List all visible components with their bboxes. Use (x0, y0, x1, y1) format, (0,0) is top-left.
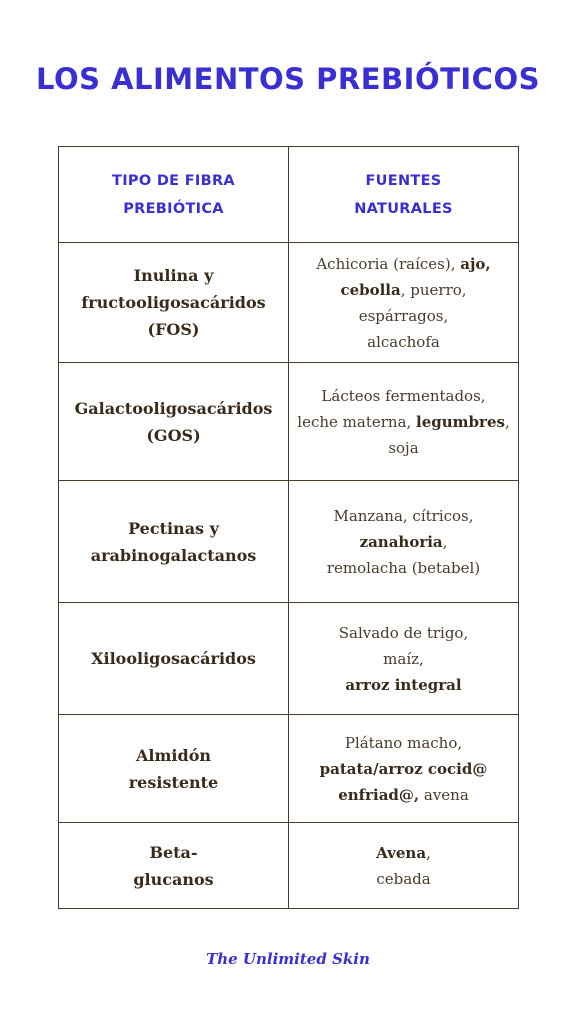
table-row (59, 823, 519, 909)
page-title: LOS ALIMENTOS PREBIÓTICOS (36, 62, 540, 96)
highlighted-food: legumbres (416, 412, 505, 431)
fiber-type-cell (59, 481, 289, 603)
food-text: Plátano macho, (344, 733, 463, 752)
highlighted-food: Avena (376, 843, 427, 862)
table-header-row (59, 147, 519, 243)
food-text: soja (388, 438, 419, 457)
fiber-type-line: Beta- (149, 842, 198, 862)
brand-footer: The Unlimited Skin (206, 950, 370, 968)
food-text: , (504, 412, 510, 431)
fiber-type-line: (GOS) (146, 425, 201, 445)
food-text: remolacha (betabel) (326, 558, 481, 577)
fiber-type-line: fructooligosacáridos (81, 293, 266, 312)
table-row (59, 715, 519, 823)
fiber-type-line: Xilooligosacáridos (91, 649, 256, 668)
fiber-type-line: arabinogalactanos (90, 545, 257, 565)
highlighted-food: enfriad@, (338, 785, 420, 804)
fiber-type-line: Almidón (136, 745, 211, 765)
natural-sources-cell (289, 823, 519, 909)
fiber-type-line: Galactooligosacáridos (74, 398, 273, 418)
fiber-type-line: Inulina y (133, 266, 214, 285)
natural-sources-cell (289, 243, 519, 363)
highlighted-food: cebolla (340, 280, 401, 299)
natural-sources-cell (289, 603, 519, 715)
table-row (59, 363, 519, 481)
table-body (59, 243, 519, 909)
food-text: cebada (376, 869, 431, 888)
fiber-type-cell (59, 363, 289, 481)
food-text: avena (419, 785, 469, 804)
highlighted-food: arroz integral (345, 675, 462, 694)
food-text: , (426, 843, 431, 862)
food-text: , (442, 532, 448, 551)
highlighted-food: patata/arroz cocid@ (319, 759, 488, 778)
header-fiber-type (59, 147, 289, 243)
table-row (59, 243, 519, 363)
food-text: , puerro, espárragos, (358, 280, 467, 325)
fiber-type-cell (59, 715, 289, 823)
fiber-type-line: resistente (128, 772, 219, 792)
food-text: Manzana, cítricos, (333, 506, 474, 525)
fiber-type-cell (59, 243, 289, 363)
natural-sources-cell (289, 715, 519, 823)
header-natural-sources (289, 147, 519, 243)
fiber-type-line: Pectinas y (128, 518, 219, 538)
food-text: Salvado de trigo, (338, 623, 469, 642)
header-fiber-type-line1: TIPO DE FIBRA (112, 172, 235, 189)
fiber-type-line: glucanos (133, 869, 214, 889)
table-row (59, 603, 519, 715)
header-natural-sources-line1: FUENTES (365, 172, 442, 189)
food-text: alcachofa (367, 332, 440, 351)
prebiotic-fiber-table (58, 146, 519, 909)
food-text: maíz, (383, 649, 424, 668)
food-text: leche materna, (297, 412, 417, 431)
food-text: Lácteos fermentados, (321, 386, 486, 405)
natural-sources-cell (289, 363, 519, 481)
table-row (59, 481, 519, 603)
natural-sources-cell (289, 481, 519, 603)
fiber-type-cell (59, 823, 289, 909)
food-text: Achicoria (raíces), (316, 254, 461, 273)
header-natural-sources-line2: NATURALES (354, 200, 453, 217)
highlighted-food: zanahoria (359, 532, 443, 551)
header-fiber-type-line2: PREBIÓTICA (123, 200, 224, 217)
fiber-type-cell (59, 603, 289, 715)
fiber-type-line: (FOS) (147, 320, 200, 339)
highlighted-food: ajo, (460, 254, 491, 273)
